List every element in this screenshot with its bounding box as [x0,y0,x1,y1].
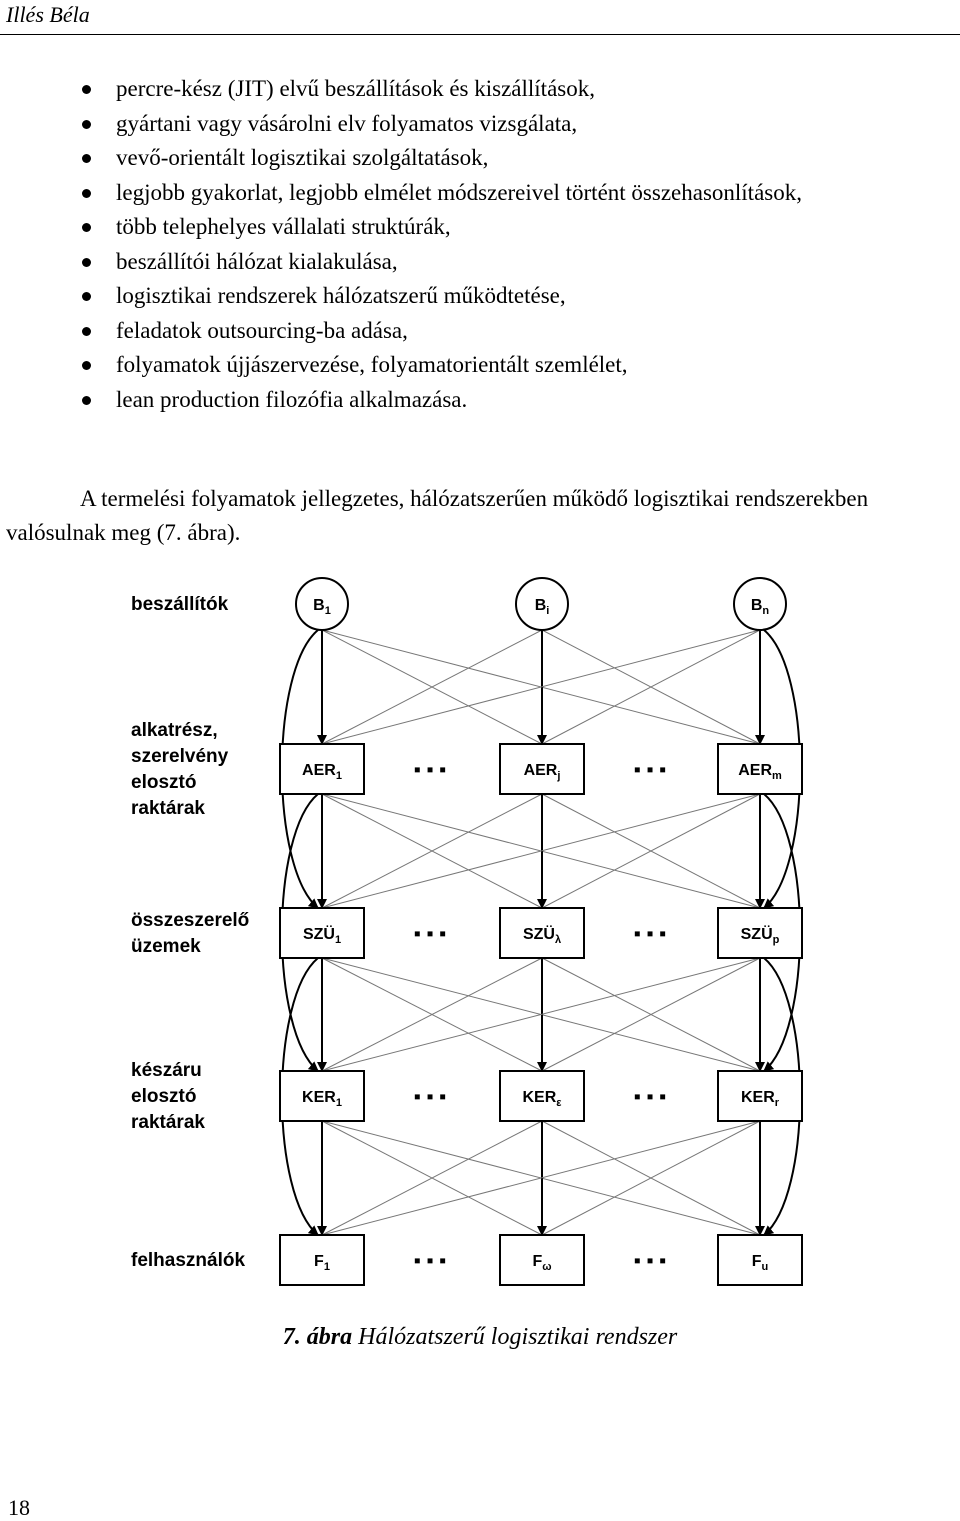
bullet-icon [82,396,91,405]
level-label: felhasználók [131,1250,246,1271]
diagram-node [718,1235,802,1285]
diagram-node [718,908,802,958]
diagram-node [280,908,364,958]
diagram-node [280,744,364,794]
node-label: $AER_j$ [523,762,561,782]
node-label: $F_u$ [751,1253,769,1273]
network-diagram [0,560,960,1320]
diagram-node [718,744,802,794]
bullet-icon [82,85,91,94]
node-label: $KER_\varepsilon$ [522,1089,562,1109]
figure-title: Hálózatszerű logisztikai rendszer [358,1324,678,1350]
list-item: legjobb gyakorlat, legjobb elmélet módszereivel történt összehasonlítások, [0,176,960,211]
diagram-node [516,578,568,630]
page-number: 18 [8,1495,30,1520]
node-label: $AER_1$ [302,762,342,782]
page-header [0,0,960,35]
level-label: beszállítók [131,594,229,615]
node-label: $SZÜ_\lambda$ [522,926,562,946]
ellipsis-dots: ▪ ▪ ▪ [633,1086,667,1108]
figure-caption [0,1324,960,1351]
bullet-icon [82,327,91,336]
list-item: vevő-orientált logisztikai szolgáltatások, [0,141,960,176]
ellipsis-dots: ▪ ▪ ▪ [413,1250,447,1272]
bullet-icon [82,154,91,163]
diagram-node [500,744,584,794]
figure-number: 7. ábra [282,1324,353,1350]
ellipsis-dots: ▪ ▪ ▪ [413,1086,447,1108]
bullet-icon [82,120,91,129]
level-label: alkatrész, szerelvény elosztó raktárak [131,720,229,819]
diagram-node [500,908,584,958]
bullet-icon [82,361,91,370]
running-head-author: Illés Béla [6,2,90,27]
node-label: $F_\omega$ [532,1253,552,1273]
bullet-icon [82,223,91,232]
diagram-node [718,1071,802,1121]
diagram-node [500,1071,584,1121]
node-label: $SZÜ_p$ [740,926,780,946]
node-label: $KER_1$ [302,1089,342,1109]
node-label: $B_i$ [534,597,550,617]
list-item: több telephelyes vállalati struktúrák, [0,210,960,245]
node-label: $B_n$ [750,597,770,617]
node-label: $AER_m$ [738,762,782,782]
diagram-node [296,578,348,630]
body-paragraph: A termelési folyamatok jellegzetes, hálózatszerűen működő logisztikai rendszerekben valósulnak meg (7. ábra). [6,486,869,545]
bullet-icon [82,258,91,267]
ellipsis-dots: ▪ ▪ ▪ [413,923,447,945]
list-item: folyamatok újjászervezése, folyamatorientált szemlélet, [0,348,960,383]
list-item: feladatok outsourcing-ba adása, [0,314,960,349]
node-label: $F_1$ [314,1253,330,1273]
list-item: gyártani vagy vásárolni elv folyamatos vizsgálata, [0,107,960,142]
bullet-icon [82,292,91,301]
ellipsis-dots: ▪ ▪ ▪ [633,923,667,945]
list-item: beszállítói hálózat kialakulása, [0,245,960,280]
node-label: $SZÜ_1$ [302,926,342,946]
list-item: lean production filozófia alkalmazása. [0,383,960,418]
list-item: percre-kész (JIT) elvű beszállítások és kiszállítások, [0,72,960,107]
level-label: készáru elosztó raktárak [131,1060,205,1133]
ellipsis-dots: ▪ ▪ ▪ [413,759,447,781]
node-label: $KER_r$ [740,1089,780,1109]
bullet-icon [82,189,91,198]
list-item: logisztikai rendszerek hálózatszerű működtetése, [0,279,960,314]
level-label: összeszerelő üzemek [131,910,250,957]
node-label: $B_1$ [313,597,331,617]
bullet-list [0,72,960,417]
diagram-node [280,1235,364,1285]
ellipsis-dots: ▪ ▪ ▪ [633,1250,667,1272]
diagram-node [280,1071,364,1121]
ellipsis-dots: ▪ ▪ ▪ [633,759,667,781]
diagram-node [734,578,786,630]
diagram-node [500,1235,584,1285]
